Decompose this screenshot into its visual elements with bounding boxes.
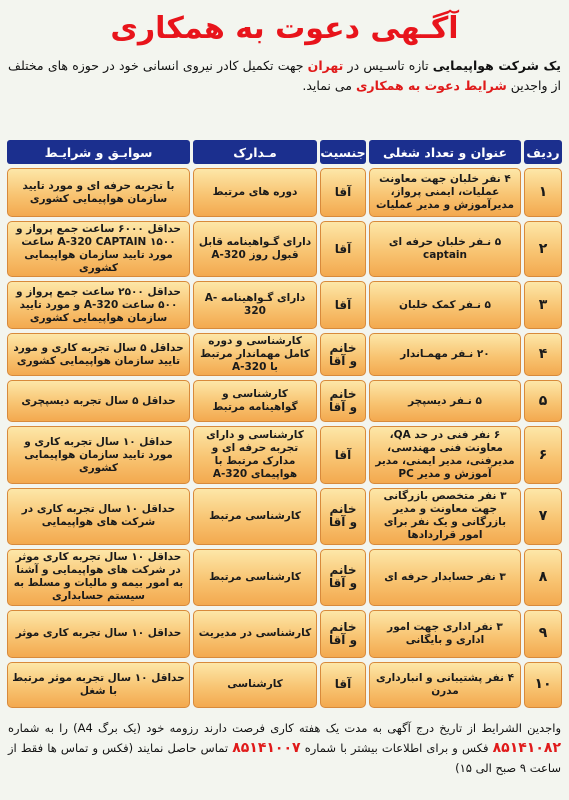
job-title: ۲۰ نـفر مهمـاندار xyxy=(369,333,521,376)
row-number: ۷ xyxy=(524,488,562,545)
row-number: ۲ xyxy=(524,221,562,277)
experience: حداقل ۲۵۰۰ ساعت جمع پرواز و ۵۰۰ ساعت A-320 و مورد تایید سازمان هواپیمایی کشوری xyxy=(7,281,190,329)
header-job-title: عنوان و تعداد شغلی xyxy=(369,140,521,164)
job-title: ۵ نـفر کمک خلبان xyxy=(369,281,521,329)
header-gender: جنسیت xyxy=(320,140,366,164)
gender: خانم و آقا xyxy=(320,380,366,422)
intro-paragraph xyxy=(8,56,561,128)
row-number: ۵ xyxy=(524,380,562,422)
gender: خانم و آقا xyxy=(320,549,366,606)
footer-paragraph xyxy=(8,718,561,798)
experience: حداقل ۱۰ سال تجربه کاری موثر xyxy=(7,610,190,658)
intro-city: تهران xyxy=(307,58,344,73)
table-row xyxy=(7,221,562,277)
gender: آقا xyxy=(320,426,366,483)
table-row xyxy=(7,488,562,545)
documents: دارای گـواهینامه قابل قبول روز A-320 xyxy=(193,221,317,277)
fax-number: ۸۵۱۴۱۰۸۲ xyxy=(492,740,561,756)
gender: آقا xyxy=(320,662,366,708)
intro-text-2: جهت تکمیل کادر نیروی انسانی خود در حوزه های مختلف از واجدین xyxy=(8,58,561,93)
documents: کارشناسی و دوره کامل مهماندار مرتبط با A-320 xyxy=(193,333,317,376)
ad-title: آگـهی دعوت به همکاری xyxy=(110,11,459,46)
table-row xyxy=(7,281,562,329)
row-number: ۴ xyxy=(524,333,562,376)
experience: حداقل ۵ سال تجربه کاری و مورد تایید سازمان هواپیمایی کشوری xyxy=(7,333,190,376)
row-number: ۶ xyxy=(524,426,562,483)
intro-conditions: شرایط دعوت به همکاری xyxy=(355,78,507,93)
header-documents: مـدارک xyxy=(193,140,317,164)
table-header-row xyxy=(7,140,562,164)
documents: دوره های مرتبط xyxy=(193,168,317,217)
row-number: ۸ xyxy=(524,549,562,606)
footer-text-1: واجدین الشرایط از تاریخ درج آگهی به مدت یک هفته کاری فرصت دارند رزومه خود (یک برگ A4) را به شماره xyxy=(8,721,562,735)
experience: حداقل ۱۰ سال تجربه موثر مرتبط با شغل xyxy=(7,662,190,708)
documents: کارشناسی مرتبط xyxy=(193,488,317,545)
documents: کارشناسی xyxy=(193,662,317,708)
documents: کارشناسی مرتبط xyxy=(193,549,317,606)
job-title: ۵ نـفر دیسپچر xyxy=(369,380,521,422)
row-number: ۱ xyxy=(524,168,562,217)
row-number: ۱۰ xyxy=(524,662,562,708)
header-experience: سوابـق و شرایـط xyxy=(7,140,190,164)
table-row xyxy=(7,610,562,658)
table-row xyxy=(7,333,562,376)
job-title: ۳ نفر اداری جهت امور اداری و بایگانی xyxy=(369,610,521,658)
experience: با تجربه حرفه ای و مورد تایید سازمان هواپیمایی کشوری xyxy=(7,168,190,217)
footer-text-3: تماس حاصل نمایند (فکس و تماس ها فقط از ساعت ۹ صبح الی ۱۵) xyxy=(8,741,561,775)
gender: آقا xyxy=(320,281,366,329)
job-title: ۵ نـفر خلبان حرفه ای captain xyxy=(369,221,521,277)
table-row xyxy=(7,549,562,606)
experience: حداقل ۵ سال تجربه دیسپچری xyxy=(7,380,190,422)
gender: خانم و آقا xyxy=(320,333,366,376)
job-title: ۴ نفر خلبان جهت معاونت عملیات، ایمنی پرواز، مدیرآموزش و مدیر عملیات xyxy=(369,168,521,217)
experience: حداقل ۱۰ سال تجربه کاری در شرکت های هواپیمایی xyxy=(7,488,190,545)
job-title: ۳ نفر حسابدار حرفه ای xyxy=(369,549,521,606)
documents: کارشناسی و گواهینامه مرتبط xyxy=(193,380,317,422)
gender: خانم و آقا xyxy=(320,610,366,658)
experience: حداقل ۱۰ سال تجربه کاری و مورد تایید سازمان هواپیمایی کشوری xyxy=(7,426,190,483)
documents: کارشناسی در مدیریت xyxy=(193,610,317,658)
table-row xyxy=(7,426,562,483)
documents: دارای گـواهینامه A-320 xyxy=(193,281,317,329)
table-row xyxy=(7,662,562,708)
header-row-number: ردیف xyxy=(524,140,562,164)
jobs-table xyxy=(4,136,565,712)
job-title: ۳ نفر متخصص بازرگانی جهت معاونت و مدیر بازرگانی و یک نفر برای امور قراردادها xyxy=(369,488,521,545)
intro-text-1: تازه تاسـیس در xyxy=(343,58,433,73)
table-row xyxy=(7,380,562,422)
gender: آقا xyxy=(320,168,366,217)
job-title: ۴ نفر پشتیبانی و انبارداری مدرن xyxy=(369,662,521,708)
row-number: ۹ xyxy=(524,610,562,658)
row-number: ۳ xyxy=(524,281,562,329)
experience: حداقل ۶۰۰۰ ساعت جمع پرواز و A-320 CAPTAIN ۱۵۰۰ ساعت مورد تایید سازمان هواپیمایی کشوری xyxy=(7,221,190,277)
gender: خانم و آقا xyxy=(320,488,366,545)
table-row xyxy=(7,168,562,217)
job-title: ۶ نفر فنی در حد QA، معاونت فنی مهندسی، مدیرفنی، مدیر ایمنی، مدیر آموزش و مدیر PC xyxy=(369,426,521,483)
intro-text-3: می نماید. xyxy=(302,78,356,93)
experience: حداقل ۱۰ سال تجربه کاری موثر در شرکت های هواپیمایی و آشنا به امور بیمه و مالیات و مسلط به سیستم حسابداری xyxy=(7,549,190,606)
intro-lead: یک شرکت هواپیمایی xyxy=(432,58,561,73)
gender: آقا xyxy=(320,221,366,277)
documents: کارشناسی و دارای تجربه حرفه ای و مدارک مرتبط با هواپیمای A-320 xyxy=(193,426,317,483)
footer-text-2: فکس و برای اطلاعات بیشتر با شماره xyxy=(300,741,493,755)
phone-number: ۸۵۱۴۱۰۰۷ xyxy=(232,740,301,756)
